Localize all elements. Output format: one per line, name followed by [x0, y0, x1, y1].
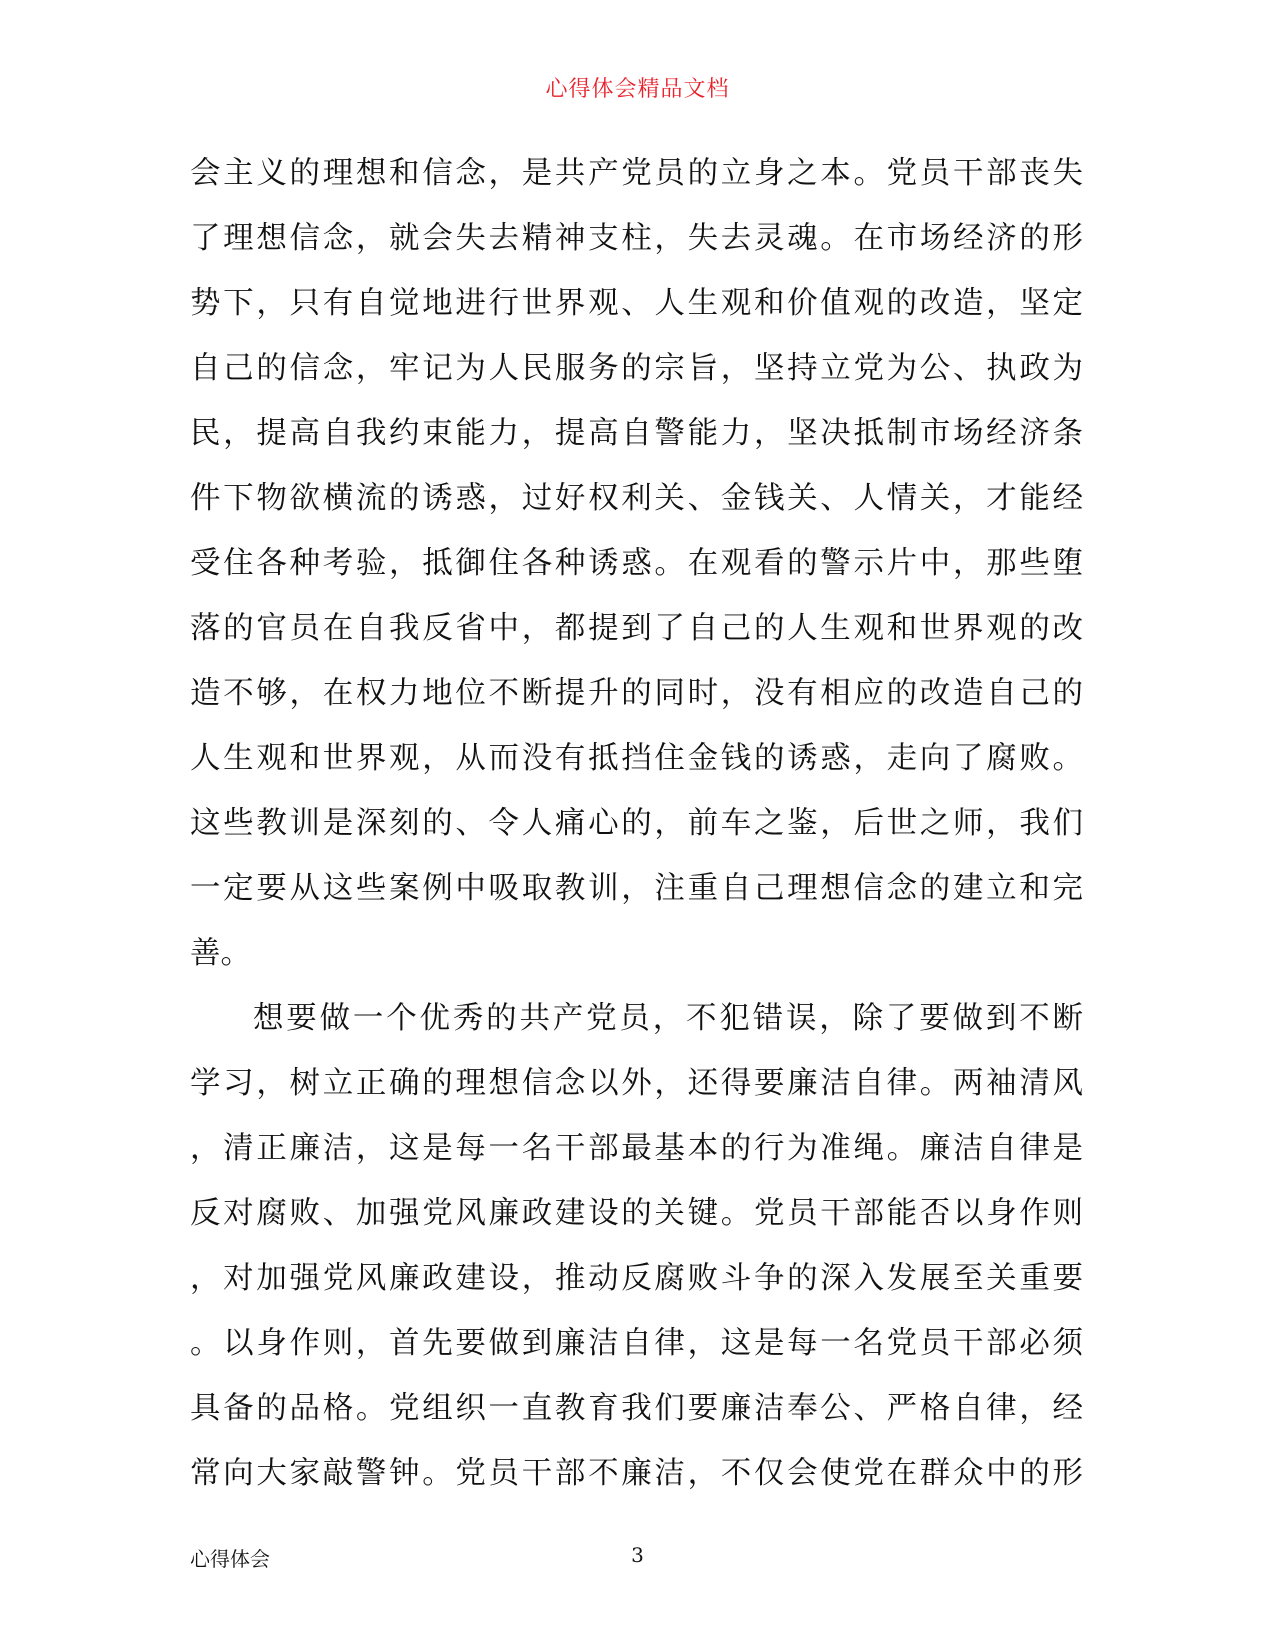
body-line: ，对加强党风廉政建设，推动反腐败斗争的深入发展至关重要 [190, 1261, 1083, 1296]
body-line: 常向大家敲警钟。党员干部不廉洁，不仅会使党在群众中的形 [190, 1456, 1083, 1491]
page-header-title: 心得体会精品文档 [545, 77, 730, 102]
body-line: 受住各种考验，抵御住各种诱惑。在观看的警示片中，那些堕 [190, 546, 1083, 581]
body-line: 件下物欲横流的诱惑，过好权利关、金钱关、人情关，才能经 [190, 481, 1083, 516]
body-line: 这些教训是深刻的、令人痛心的，前车之鉴，后世之师，我们 [190, 806, 1083, 841]
page-number: 3 [631, 1543, 644, 1567]
body-line: 反对腐败、加强党风廉政建设的关键。党员干部能否以身作则 [190, 1196, 1083, 1231]
paragraph-end-line: 善。 [190, 936, 251, 971]
body-line: 了理想信念，就会失去精神支柱，失去灵魂。在市场经济的形 [190, 221, 1083, 256]
body-line: 一定要从这些案例中吸取教训，注重自己理想信念的建立和完 [190, 871, 1083, 906]
body-line: 落的官员在自我反省中，都提到了自己的人生观和世界观的改 [190, 611, 1083, 646]
body-line: 自己的信念，牢记为人民服务的宗旨，坚持立党为公、执政为 [190, 351, 1083, 386]
footer-label: 心得体会 [190, 1547, 270, 1571]
page-footer [0, 1543, 1275, 1573]
paragraph-start-line: 想要做一个优秀的共产党员，不犯错误，除了要做到不断 [253, 1001, 1083, 1036]
body-line: 造不够，在权力地位不断提升的同时，没有相应的改造自己的 [190, 676, 1083, 711]
body-line: 人生观和世界观，从而没有抵挡住金钱的诱惑，走向了腐败。 [190, 741, 1083, 776]
document-body [190, 141, 1083, 1506]
body-line: 具备的品格。党组织一直教育我们要廉洁奉公、严格自律，经 [190, 1391, 1083, 1426]
body-line: 。以身作则，首先要做到廉洁自律，这是每一名党员干部必须 [190, 1326, 1083, 1361]
body-line: 会主义的理想和信念，是共产党员的立身之本。党员干部丧失 [190, 156, 1083, 191]
body-line: ，清正廉洁，这是每一名干部最基本的行为准绳。廉洁自律是 [190, 1131, 1083, 1166]
body-line: 学习，树立正确的理想信念以外，还得要廉洁自律。两袖清风 [190, 1066, 1083, 1101]
body-line: 民，提高自我约束能力，提高自警能力，坚决抵制市场经济条 [190, 416, 1083, 451]
body-line: 势下，只有自觉地进行世界观、人生观和价值观的改造，坚定 [190, 286, 1083, 321]
